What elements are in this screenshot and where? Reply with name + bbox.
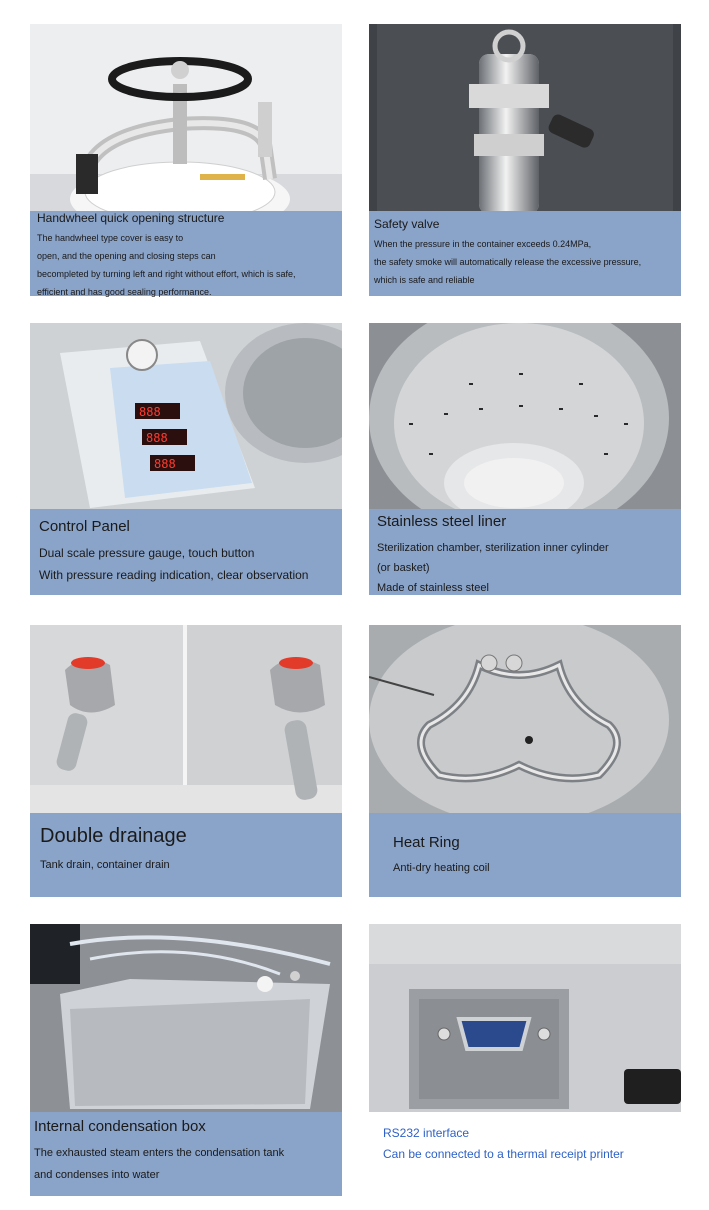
feature-title: Safety valve <box>374 217 440 231</box>
feature-title: Internal condensation box <box>34 1118 206 1135</box>
feature-desc-line: Anti-dry heating coil <box>393 862 490 874</box>
feature-title: Heat Ring <box>393 834 460 851</box>
feature-desc-line: Sterilization chamber, sterilization inner cylinder <box>377 542 609 554</box>
feature-desc-line: The exhausted steam enters the condensation tank <box>34 1147 285 1159</box>
feature-title: Handwheel quick opening structure <box>37 211 225 225</box>
caption-heat-ring <box>369 813 681 897</box>
feature-card-rs232 <box>369 924 681 1196</box>
caption-handwheel <box>30 211 342 296</box>
feature-title: RS232 interface <box>383 1126 470 1140</box>
caption-control-panel <box>30 509 342 595</box>
feature-desc-line: Dual scale pressure gauge, touch button <box>39 546 255 560</box>
feature-title: Double drainage <box>40 825 187 847</box>
condensation-box-photo <box>30 924 342 1114</box>
feature-desc-line: When the pressure in the container exceeds 0.24MPa, <box>374 239 592 249</box>
feature-title: Stainless steel liner <box>377 513 507 530</box>
feature-desc-line: With pressure reading indication, clear observation <box>39 568 309 582</box>
feature-title: Control Panel <box>39 518 130 535</box>
caption-steel-liner <box>369 509 681 595</box>
caption-condensation-box <box>30 1112 342 1196</box>
handwheel-lid-photo <box>30 24 342 214</box>
feature-desc-line: and condenses into water <box>34 1169 160 1181</box>
feature-desc-line: Can be connected to a thermal receipt printer <box>383 1147 624 1161</box>
drain-valves-photo <box>30 625 342 815</box>
control-panel-photo <box>30 323 342 513</box>
rs232-port-photo <box>369 924 681 1114</box>
feature-desc-line: efficient and has good sealing performance. <box>37 287 212 297</box>
caption-double-drainage <box>30 813 342 897</box>
feature-desc-line: The handwheel type cover is easy to <box>37 233 184 243</box>
feature-card-control-panel <box>30 323 342 595</box>
feature-desc-line: open, and the opening and closing steps can <box>37 251 216 261</box>
feature-card-heat-ring <box>369 625 681 897</box>
heating-coil-photo <box>369 625 681 815</box>
feature-card-condensation-box <box>30 924 342 1196</box>
safety-valve-photo <box>369 24 681 214</box>
svg-text:888: 888 <box>146 431 168 445</box>
feature-card-double-drainage <box>30 625 342 897</box>
feature-desc-line: which is safe and reliable <box>374 275 475 285</box>
svg-text:888: 888 <box>139 405 161 419</box>
feature-desc-line: the safety smoke will automatically release the excessive pressure, <box>374 257 642 267</box>
caption-safety-valve <box>369 211 681 296</box>
feature-card-steel-liner <box>369 323 681 595</box>
feature-desc-line: becompleted by turning left and right without effort, which is safe, <box>37 269 296 279</box>
svg-text:888: 888 <box>154 457 176 471</box>
feature-card-safety-valve <box>369 24 681 296</box>
feature-card-handwheel <box>30 24 342 296</box>
steel-liner-photo <box>369 323 681 513</box>
feature-desc-line: Made of stainless steel <box>377 582 489 594</box>
feature-desc-line: (or basket) <box>377 562 430 574</box>
caption-rs232 <box>369 1112 681 1196</box>
feature-desc-line: Tank drain, container drain <box>40 859 170 871</box>
